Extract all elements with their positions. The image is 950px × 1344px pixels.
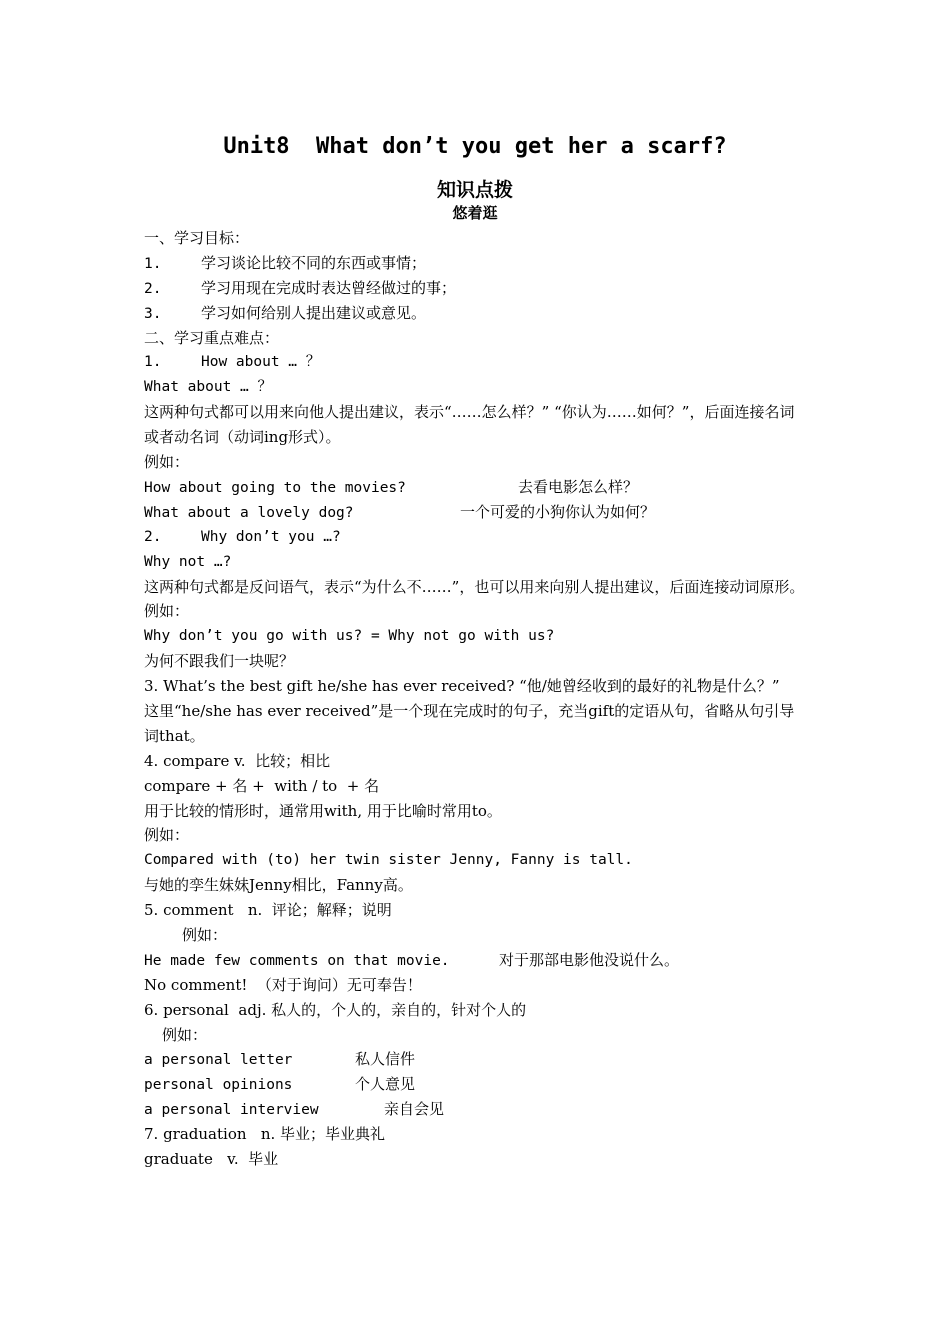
list-item: 1. 学习谈论比较不同的东西或事情；	[144, 253, 427, 272]
example-line: How about going to the movies? 去看电影怎么样？	[144, 477, 639, 496]
document-author: 悠着逛	[452, 204, 498, 222]
vocab-heading: 5. comment n. 评论；解释；说明	[144, 901, 392, 920]
example-translation: 为何不跟我们一块呢？	[144, 652, 295, 671]
example-line: No comment! （对于询问）无可奉告！	[144, 975, 422, 994]
example-line: Why don’t you go with us? = Why not go with us?	[144, 628, 555, 645]
section-heading: 一、学习目标：	[144, 229, 250, 247]
text-line: compare + 名 + with / to + 名	[144, 776, 380, 795]
list-item: 2. 学习用现在完成时表达曾经做过的事；	[144, 278, 457, 297]
paragraph: 这里“he/she has ever received”是一个现在完成时的句子，充当gift的定语从句，省略从句引导词that。	[144, 701, 795, 745]
text-line: What about … ？	[144, 379, 272, 396]
section-heading: 二、学习重点难点：	[144, 328, 280, 347]
example-line: personal opinions 个人意见	[144, 1075, 416, 1094]
example-line: Compared with (to) her twin sister Jenny, Fanny is tall.	[144, 852, 633, 869]
text-line: Why not …?	[144, 553, 232, 570]
example-translation: 与她的孪生妹妹Jenny相比，Fanny高。	[144, 876, 413, 895]
paragraph: 3. What’s the best gift he/she has ever received? “他/她曾经收到的最好的礼物是什么？”	[144, 677, 780, 696]
document-body	[144, 226, 808, 1172]
paragraph: 这两种句式都是反问语气，表示“为什么不……”，也可以用来向别人提出建议，后面连接动词原形。	[144, 577, 805, 596]
list-item: 1. How about … ？	[144, 354, 321, 371]
vocab-heading: 6. personal adj. 私人的，个人的，亲自的，针对个人的	[144, 1000, 527, 1019]
text-line: graduate v. 毕业	[144, 1150, 279, 1169]
vocab-heading: 7. graduation n. 毕业；毕业典礼	[144, 1125, 386, 1144]
example-label: 例如：	[182, 926, 228, 945]
document-subtitle: 知识点拨	[436, 179, 513, 201]
example-line: What about a lovely dog? 一个可爱的小狗你认为如何？	[144, 502, 656, 521]
example-line: He made few comments on that movie. 对于那部电影他没说什么。	[144, 950, 680, 969]
document-title: Unit8 What don’t you get her a scarf?	[223, 134, 727, 159]
example-line: a personal interview 亲自会见	[144, 1100, 445, 1119]
example-label: 例如：	[162, 1025, 208, 1044]
example-line: a personal letter 私人信件	[144, 1050, 416, 1069]
text-line: 用于比较的情形时，通常用with, 用于比喻时常用to。	[144, 801, 502, 820]
vocab-heading: 4. compare v. 比较；相比	[144, 751, 331, 770]
paragraph: 这两种句式都可以用来向他人提出建议，表示“……怎么样？” “你认为……如何？”，后面连接名词或者动名词（动词ing形式）。	[144, 403, 795, 447]
example-label: 例如：	[144, 453, 190, 472]
example-label: 例如：	[144, 826, 190, 845]
list-item: 2. Why don’t you …?	[144, 528, 341, 545]
list-item: 3. 学习如何给别人提出建议或意见。	[144, 303, 427, 322]
example-label: 例如：	[144, 602, 190, 621]
